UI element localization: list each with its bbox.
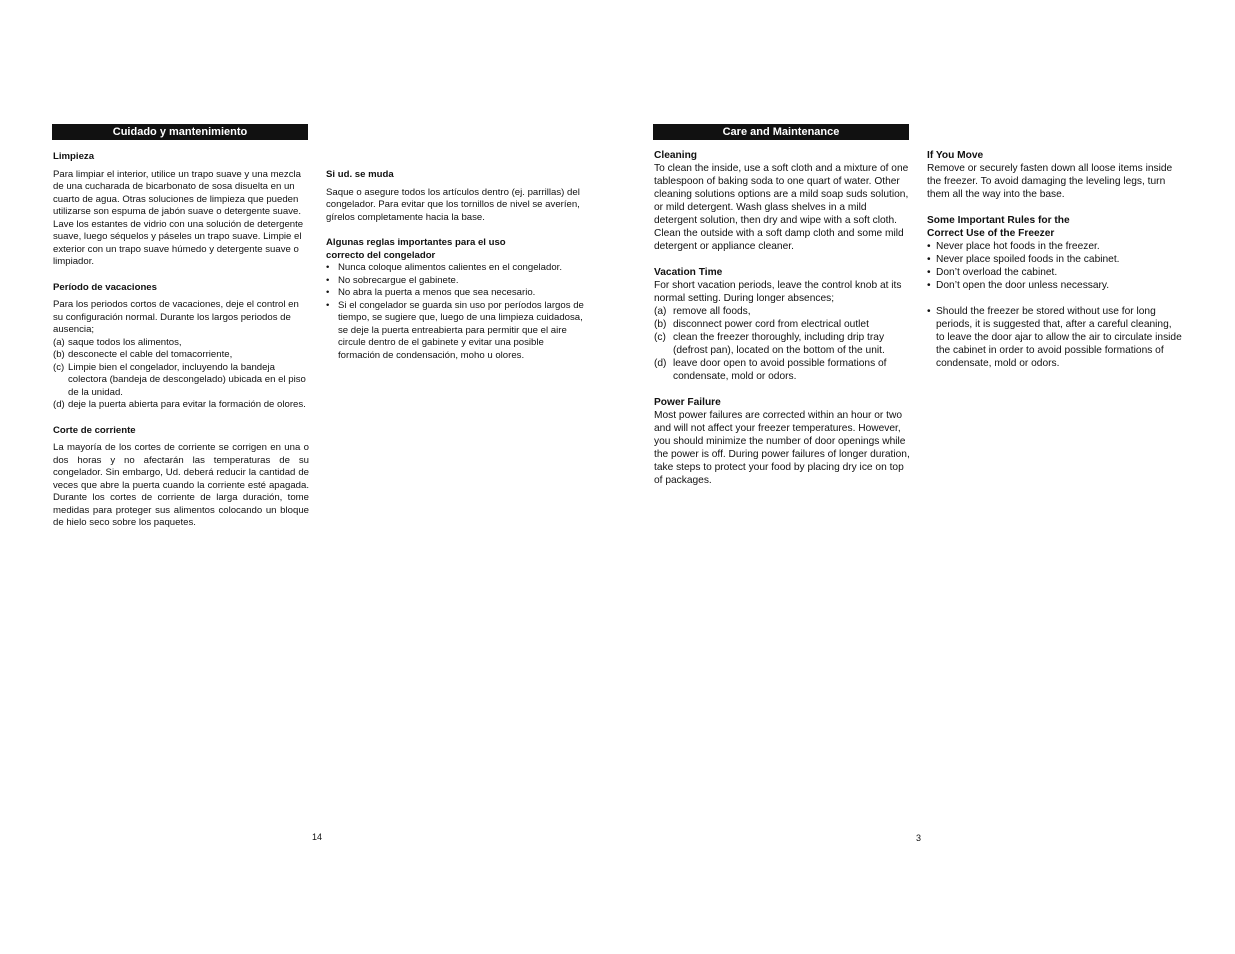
list-item: • Never place spoiled foods in the cabinet. [927, 254, 1120, 265]
list-item: • Don’t open the door unless necessary. [927, 280, 1110, 291]
list-item: (b) desconecte el cable del tomacorriente, [53, 349, 233, 360]
text-corte: La mayoría de los cortes de corriente se corrigen en una o dos horas y no afectarán las temperaturas de su congelador. Sin embargo, Ud. deberá reducir la cantidad de veces que abre la puerta cuando la corriente esté apagada. Durante los cortes de corriente de larga duración, tome medidas para proteger sus alimentos colocando un bloque de hielo seco sobre los paquetes. [53, 442, 309, 528]
list-item: • Never place hot foods in the freezer. [927, 241, 1100, 252]
section-header-es: Cuidado y mantenimiento [52, 124, 308, 140]
heading-corte: Corte de corriente [53, 424, 136, 436]
text-limpieza: Para limpiar el interior, utilice un trapo suave y una mezcla de una cucharada de bicarbonato de sosa disuelta en un cuarto de agua. Otras soluciones de limpieza que pueden utilizarse son espuma de jabón suave o detergente suave. Lave los estantes de vidrio con una solución de detergente suave, luego séquelos y páseles un trapo suave. Limpie el exterior con un trapo suave húmedo y detergente suave o limpiador. [53, 168, 304, 267]
list-item: (d) leave door open to avoid possible formations of condensate, mold or odors. [654, 358, 887, 382]
heading-move: If You Move [927, 150, 984, 161]
list-item: (c) Limpie bien el congelador, incluyendo la bandeja colectora (bandeja de descongelado) ubicada en el piso de la unidad. [53, 361, 306, 398]
list-item: (a) remove all foods, [654, 306, 751, 317]
heading-power: Power Failure [654, 397, 721, 408]
text-vacation: For short vacation periods, leave the control knob at its normal setting. During longer absences; [654, 280, 902, 304]
list-item: • No sobrecargue el gabinete. [326, 274, 459, 286]
list-item: • No abra la puerta a menos que sea necesario. [326, 287, 536, 298]
column-es-1 [53, 151, 309, 530]
text-vacaciones: Para los periodos cortos de vacaciones, deje el control en su configuración normal. Durante los largos periodos de ausencia; [53, 299, 299, 335]
heading-vacaciones: Período de vacaciones [53, 281, 157, 293]
heading-vacation: Vacation Time [654, 267, 723, 278]
section-header-en: Care and Maintenance [653, 124, 909, 140]
heading-rules: Some Important Rules for the [927, 215, 1070, 226]
column-en-1 [654, 149, 912, 487]
list-item: (d) deje la puerta abierta para evitar la formación de olores. [53, 399, 306, 410]
list-item: • Should the freezer be stored without use for long periods, it is suggested that, after a careful cleaning, to leave the door ajar to allow the air to circulate inside the cabinet in order to avoid possible formations of condensate, mold or odors. [927, 306, 1182, 369]
list-item: (b) disconnect power cord from electrical outlet [654, 319, 869, 330]
list-item: (c) clean the freezer thoroughly, including drip tray (defrost pan), located on the bottom of the unit. [654, 332, 885, 356]
column-en-2 [927, 149, 1182, 370]
heading-limpieza: Limpieza [53, 151, 95, 162]
page-number-right: 3 [916, 833, 922, 843]
heading-reglas-line2: correcto del congelador [326, 249, 436, 261]
list-item: • Nunca coloque alimentos calientes en el congelador. [326, 262, 563, 273]
column-es-2 [326, 169, 584, 362]
heading-reglas: Algunas reglas importantes para el uso [326, 237, 506, 248]
heading-muda: Si ud. se muda [326, 169, 394, 180]
list-item: • Don’t overload the cabinet. [927, 267, 1058, 278]
text-power: Most power failures are corrected within an hour or two and will not affect your freezer temperatures. However, you should minimize the number of door openings while the power is off. During power failures of longer duration, take steps to protect your food by placing dry ice on top of packages. [654, 410, 910, 486]
heading-cleaning: Cleaning [654, 150, 698, 161]
list-item: • Si el congelador se guarda sin uso por períodos largos de tiempo, se sugiere que, luego de una limpieza cuidadosa, se deje la puerta entreabierta para permitir que el aire circule dentro de el gabinete y evitar una posible formación de condensación, moho u olores. [326, 299, 584, 361]
text-move: Remove or securely fasten down all loose items inside the freezer. To avoid damaging the leveling legs, turn them all the way into the base. [927, 163, 1173, 200]
heading-rules-line2: Correct Use of the Freezer [927, 228, 1055, 239]
text-muda: Saque o asegure todos los artículos dentro (ej. parrillas) del congelador. Para evitar que los tornillos de nivel se averíen, gírelos completamente hacia la base. [326, 186, 580, 223]
text-cleaning: To clean the inside, use a soft cloth and a mixture of one tablespoon of baking soda to one quart of water. Other cleaning solutions options are a mild soap suds solution, or mild detergent. Wash glass shelves in a mild detergent solution, then dry and wipe with a soft cloth. Clean the outside with a soft damp cloth and some mild detergent or appliance cleaner. [654, 163, 909, 252]
page-number-left: 14 [312, 832, 323, 842]
list-item: (a) saque todos los alimentos, [53, 336, 182, 348]
